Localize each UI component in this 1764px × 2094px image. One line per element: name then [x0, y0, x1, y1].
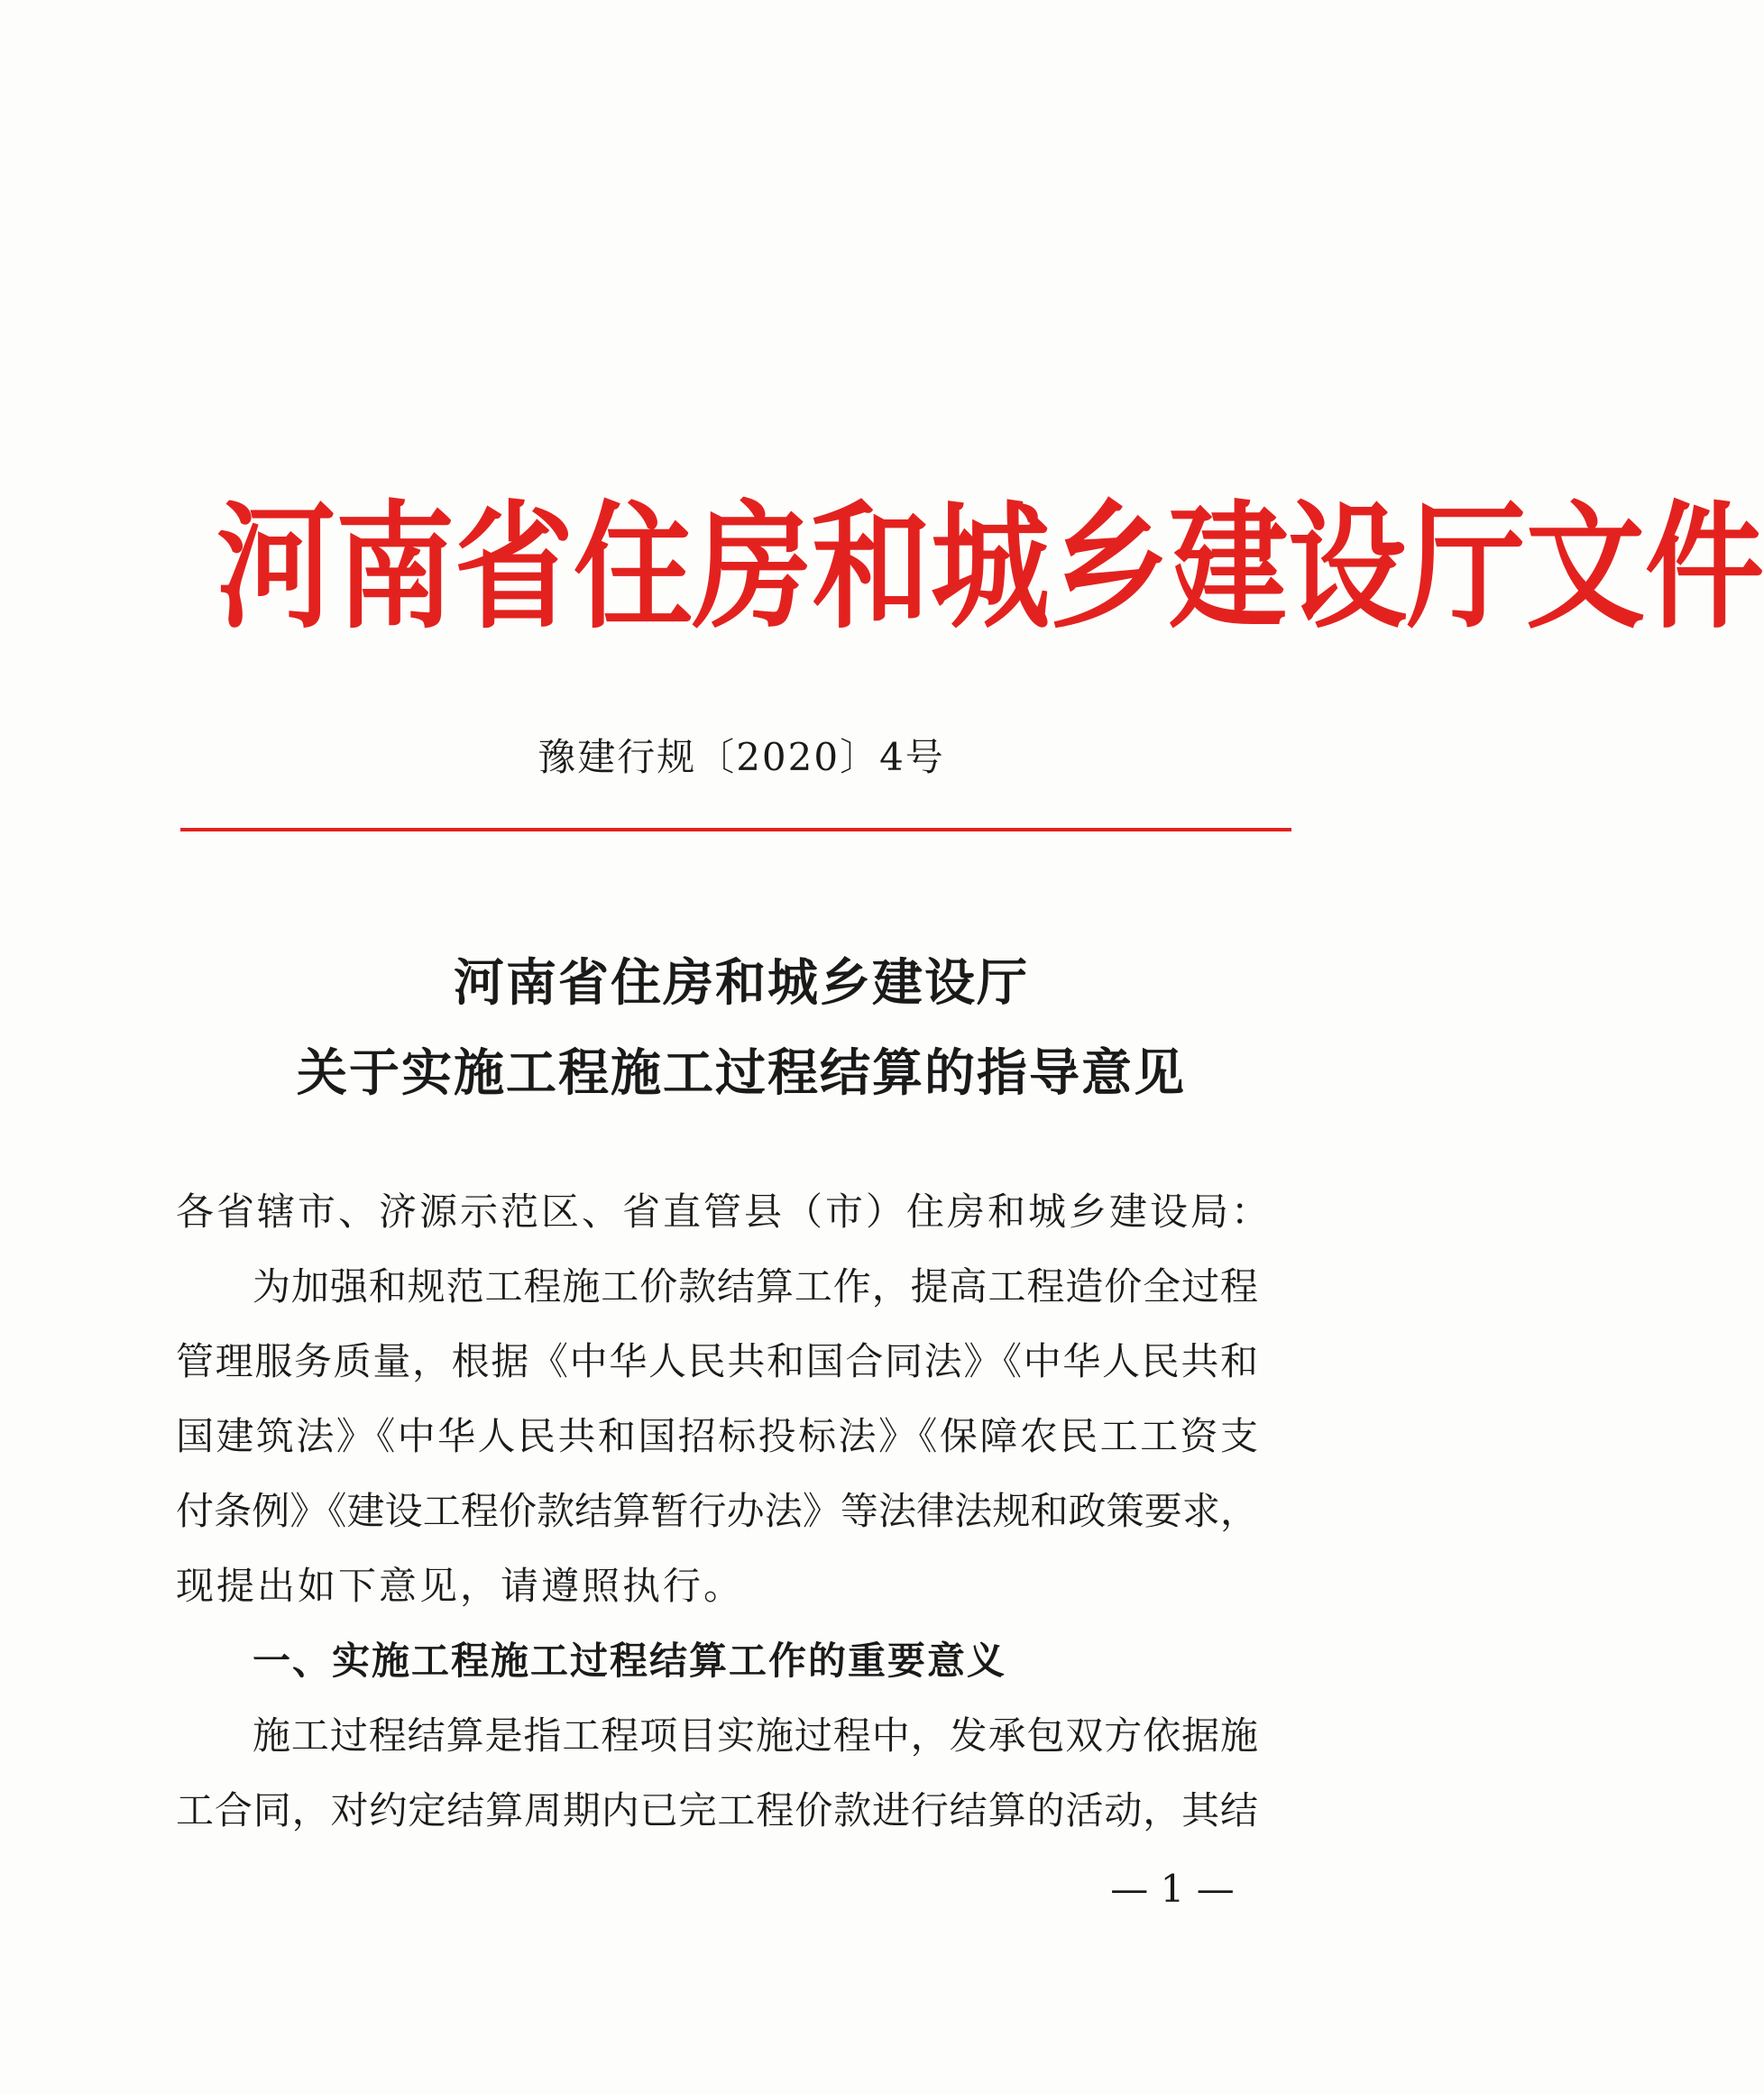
document-title-line-2: 关于实施工程施工过程结算的指导意见 — [297, 1043, 1186, 1103]
masthead-char: 城 — [931, 488, 1050, 648]
masthead-title — [216, 488, 1764, 648]
masthead-char: 省 — [455, 488, 574, 648]
masthead-char: 和 — [812, 488, 931, 648]
masthead-char: 建 — [1169, 488, 1288, 648]
masthead-char: 房 — [693, 488, 812, 648]
masthead-char: 厅 — [1407, 488, 1526, 648]
addressee-line: 各省辖市、济源示范区、省直管县（市）住房和城乡建设局： — [176, 1189, 1272, 1234]
masthead-char: 乡 — [1050, 488, 1169, 648]
masthead-char: 河 — [216, 488, 335, 648]
paragraph-line: 工合同，对约定结算周期内已完工程价款进行结算的活动，其结 — [176, 1788, 1258, 1832]
paragraph-line: 现提出如下意见，请遵照执行。 — [176, 1564, 745, 1608]
red-divider-line — [180, 828, 1291, 831]
masthead-char: 件 — [1645, 488, 1764, 648]
page-number: — 1 — — [1110, 1867, 1235, 1911]
masthead-char: 文 — [1526, 488, 1645, 648]
document-title-line-1: 河南省住房和城乡建设厅 — [454, 953, 1029, 1013]
paragraph-line: 施工过程结算是指工程项目实施过程中，发承包双方依据施 — [253, 1713, 1258, 1758]
paragraph-line: 管理服务质量，根据《中华人民共和国合同法》《中华人民共和 — [176, 1339, 1258, 1383]
document-number: 豫建行规〔2020〕4号 — [537, 735, 945, 779]
masthead-char: 设 — [1288, 488, 1407, 648]
paragraph-line: 付条例》《建设工程价款结算暂行办法》等法律法规和政策要求， — [176, 1489, 1258, 1533]
masthead-char: 住 — [574, 488, 693, 648]
section-heading: 一、实施工程施工过程结算工作的重要意义 — [253, 1639, 1007, 1683]
paragraph-line: 为加强和规范工程施工价款结算工作，提高工程造价全过程 — [253, 1264, 1258, 1309]
paragraph-line: 国建筑法》《中华人民共和国招标投标法》《保障农民工工资支 — [176, 1414, 1258, 1458]
masthead-char: 南 — [335, 488, 455, 648]
